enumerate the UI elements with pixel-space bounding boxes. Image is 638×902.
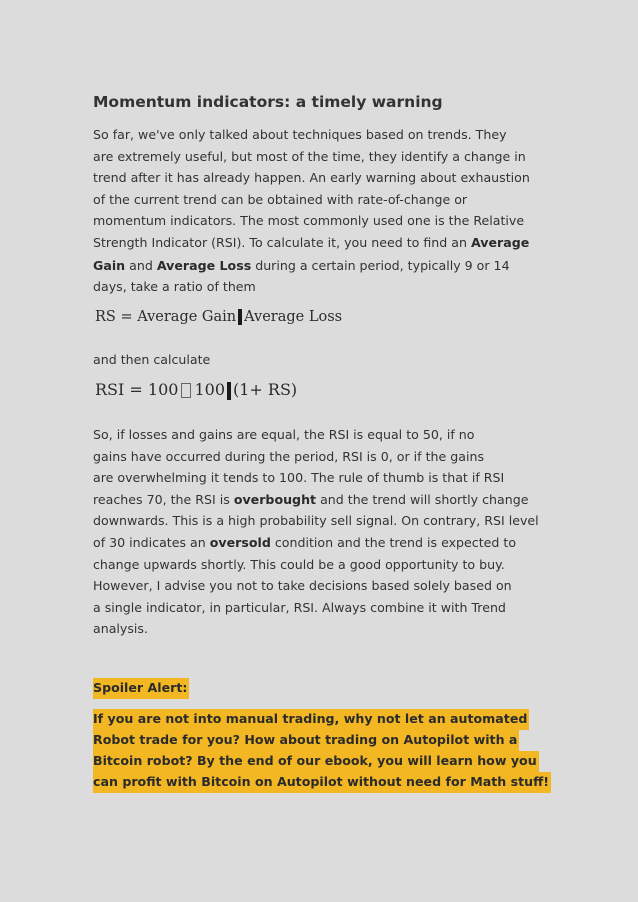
text-span: condition and the trend is expected to <box>270 535 517 550</box>
rs-formula <box>95 309 342 325</box>
text-line: So, if losses and gains are equal, the RSI is equal to 50, if no <box>93 427 475 442</box>
spoiler-line: If you are not into manual trading, why not let an automated <box>93 709 529 730</box>
section-heading: Momentum indicators: a timely warning <box>93 93 443 111</box>
bold-term-overbought: overbought <box>233 492 317 507</box>
text-line: analysis. <box>93 621 148 636</box>
text-line: of the current trend can be obtained with rate-of-change or <box>93 192 468 207</box>
bold-term-average-gain-a: Average <box>470 235 530 250</box>
text-span: Strength Indicator (RSI). To calculate it, you need to find an <box>93 235 471 250</box>
text-span: of 30 indicates an <box>93 535 210 550</box>
minus-glyph-box <box>181 383 191 398</box>
formula-right: Average Loss <box>244 309 343 325</box>
text-line: a single indicator, in particular, RSI. Always combine it with Trend <box>93 600 506 615</box>
text-line: So far, we've only talked about techniques based on trends. They <box>93 127 507 142</box>
text-line: days, take a ratio of them <box>93 279 256 294</box>
spoiler-title: Spoiler Alert: <box>93 678 189 699</box>
text-line: change upwards shortly. This could be a good opportunity to buy. <box>93 557 505 572</box>
text-span: and the trend will shortly change <box>316 492 529 507</box>
text-line: downwards. This is a high probability sell signal. On contrary, RSI level <box>93 513 539 528</box>
spoiler-line: can profit with Bitcoin on Autopilot without need for Math stuff! <box>93 772 551 793</box>
text-line <box>93 258 510 274</box>
text-line <box>93 492 528 508</box>
division-bar <box>238 309 242 325</box>
text-line: are extremely useful, but most of the time, they identify a change in <box>93 149 526 164</box>
text-span: reaches 70, the RSI is <box>93 492 234 507</box>
formula-left: RSI = 100 <box>95 380 179 399</box>
text-line <box>93 535 516 551</box>
text-span: during a certain period, typically 9 or 14 <box>251 258 510 273</box>
text-line: and then calculate <box>93 352 211 367</box>
formula-numerator: 100 <box>194 380 225 399</box>
text-line <box>93 235 529 251</box>
text-line: are overwhelming it tends to 100. The rule of thumb is that if RSI <box>93 470 505 485</box>
bold-term-oversold: oversold <box>209 535 271 550</box>
text-span: and <box>125 258 157 273</box>
formula-denominator: (1+ RS) <box>233 380 298 399</box>
bold-term-average-loss: Average Loss <box>156 258 252 273</box>
spoiler-line: Robot trade for you? How about trading on Autopilot with a <box>93 730 519 751</box>
text-line: gains have occurred during the period, RSI is 0, or if the gains <box>93 449 485 464</box>
formula-left: RS = Average Gain <box>95 309 237 325</box>
text-line: trend after it has already happen. An early warning about exhaustion <box>93 170 530 185</box>
rsi-formula <box>95 380 297 400</box>
text-line: momentum indicators. The most commonly used one is the Relative <box>93 213 525 228</box>
division-bar <box>227 382 231 400</box>
bold-term-average-gain-b: Gain <box>93 258 126 273</box>
text-line: However, I advise you not to take decisions based solely based on <box>93 578 512 593</box>
spoiler-line: Bitcoin robot? By the end of our ebook, you will learn how you <box>93 751 539 772</box>
